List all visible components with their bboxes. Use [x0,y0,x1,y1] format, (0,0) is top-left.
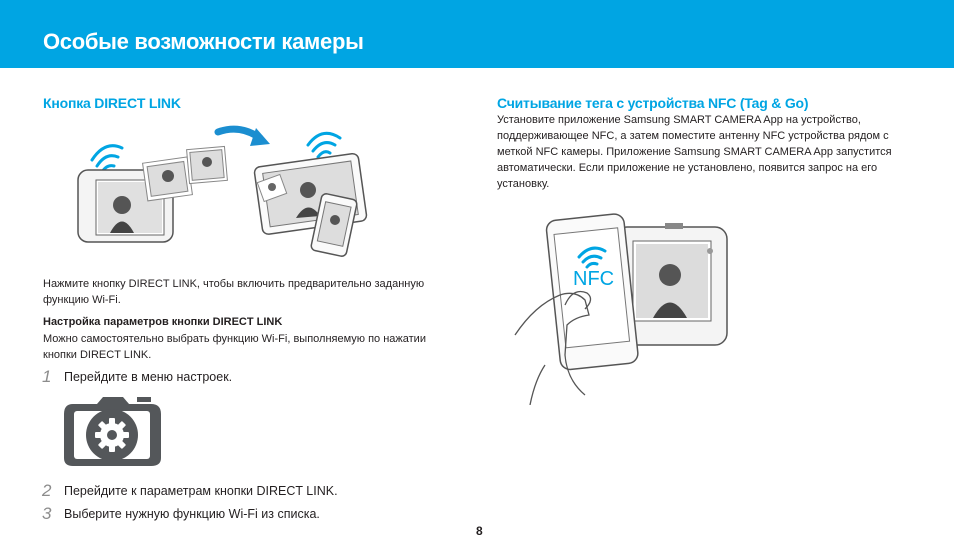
step-number: 1 [42,367,52,386]
step-text: Выберите нужную функцию Wi-Fi из списка. [64,507,320,521]
nfc-label: NFC [573,268,615,290]
section-title-direct-link: Кнопка DIRECT LINK [43,95,181,111]
wifi-icon [92,146,122,172]
step-number: 3 [42,504,52,523]
page-title: Особые возможности камеры [43,29,364,54]
nfc-text: Установите приложение Samsung SMART CAMERA App на устройство, поддерживающее NFC, а затем поместите антенну NFC устройства рядом с меткой NFC камеры. Приложение Samsung SMART CAMERA App запустится автоматически. Если приложение не установлено, появится запрос на его установку. [497,114,892,190]
subheading-text: Можно самостоятельно выбрать функцию Wi-Fi, выполняемую по нажатии кнопки DIRECT LINK. [43,333,426,361]
subheading: Настройка параметров кнопки DIRECT LINK [43,316,283,328]
page-number: 8 [476,524,483,538]
page-header [0,0,954,68]
step-text: Перейдите к параметрам кнопки DIRECT LINK. [64,484,338,498]
nfc-illustration [505,205,735,405]
intro-text: Нажмите кнопку DIRECT LINK, чтобы включить предварительно заданную функцию Wi-Fi. [43,278,425,306]
step-1 [42,367,232,387]
step-3 [42,504,320,524]
step-2 [42,481,338,501]
settings-menu-icon [63,394,163,468]
direct-link-illustration [70,120,370,260]
step-text: Перейдите в меню настроек. [64,370,233,384]
wifi-icon [308,133,340,157]
section-title-nfc: Считывание тега с устройства NFC (Tag & Go) [497,95,809,111]
step-number: 2 [42,481,52,500]
